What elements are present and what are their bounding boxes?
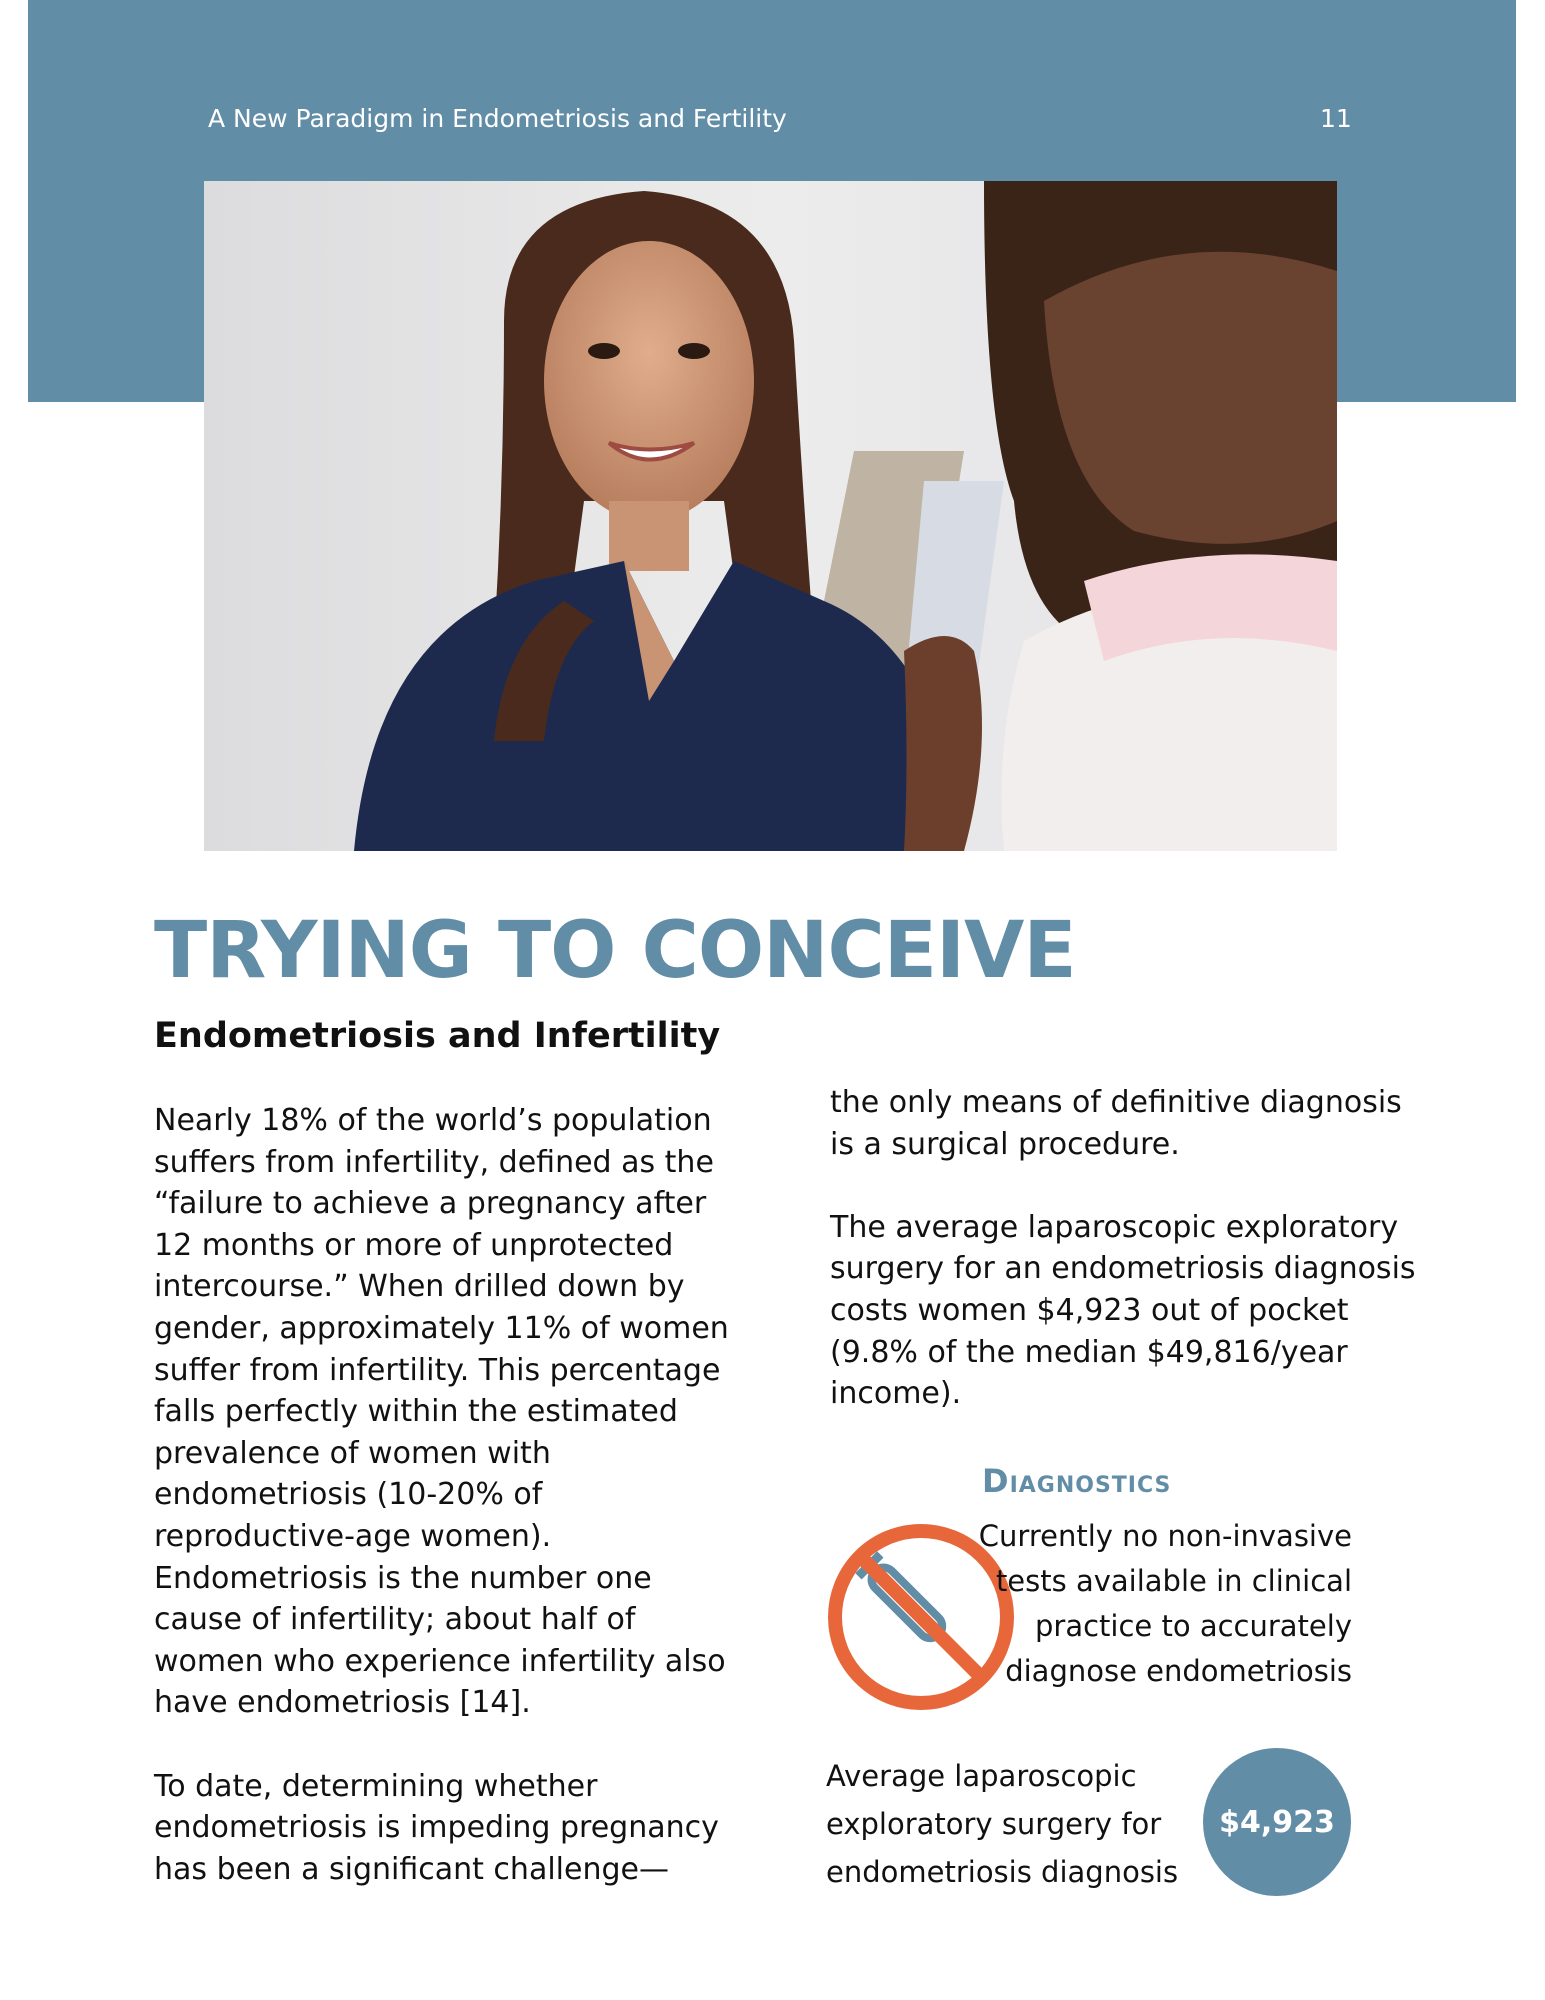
- paragraph: The average laparoscopic exploratory surgery for an endometriosis diagnosis costs women $4,923 out of pocket (9.8% of the median $49,816/year income).: [830, 1209, 1416, 1412]
- diagnostics-heading: Diagnostics: [982, 1462, 1172, 1500]
- article-subtitle: Endometriosis and Infertility: [154, 1016, 721, 1056]
- cost-badge: $4,923: [1203, 1748, 1351, 1896]
- article-title: TRYING TO CONCEIVE: [154, 906, 1076, 996]
- page-number: 11: [1320, 104, 1352, 133]
- paragraph: the only means of definitive diagnosis is a surgical procedure.: [830, 1085, 1402, 1162]
- paragraph: Nearly 18% of the world’s population suffers from infertility, defined as the “failure to achieve a pregnancy after 12 months or more of unprotected intercourse.” When drilled down by gender, approximately 11% of women suffer from infertility. This percentage falls perfectly within the estimated prevalence of women with endometriosis (10-20% of reproductive-age women). Endometriosis is the number one cause of infertility; about half of women who experience infertility also have endometriosis [14].: [154, 1103, 729, 1721]
- running-title: A New Paradigm in Endometriosis and Fertility: [208, 104, 787, 133]
- left-column: [154, 1100, 744, 1890]
- right-column: [830, 1082, 1430, 1415]
- average-surgery-label: Average laparoscopic exploratory surgery for endometriosis diagnosis: [826, 1759, 1179, 1889]
- hero-photo: [204, 181, 1337, 851]
- diagnostics-statement: Currently no non-invasive tests available in clinical practice to accurately diagnose endometriosis: [978, 1519, 1352, 1688]
- paragraph: To date, determining whether endometriosis is impeding pregnancy has been a significant challenge—: [154, 1768, 719, 1887]
